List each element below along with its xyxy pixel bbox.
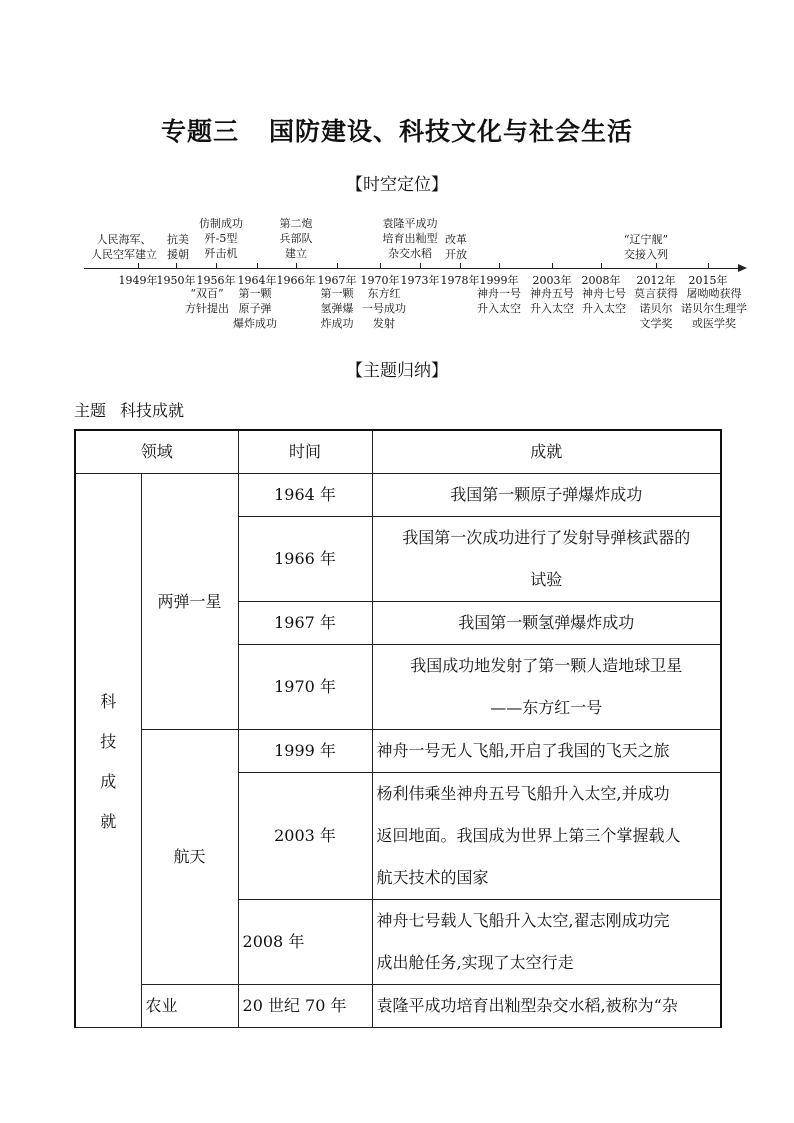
achievement-cell [372,645,721,730]
event-line: 援朝 [167,248,189,261]
timeline-event-below [582,286,626,316]
category-cell [75,474,141,1028]
event-line: 文学奖 [639,317,673,330]
time-cell: 1966 年 [238,517,372,602]
event-line: 改革 [445,233,467,246]
achievement-cell [372,730,721,773]
title-part1: 专题三 [160,117,239,146]
timeline-event-below [233,286,277,331]
achievement-cell [372,602,721,645]
theme-name: 科技成就 [120,401,185,420]
theme-heading [74,398,184,421]
event-line: 人民空军建立 [91,248,157,261]
timeline-event-above [280,216,313,261]
timeline-tick [460,263,461,269]
achievement-line: 杨利伟乘坐神舟五号飞船升入太空,并成功 [376,784,670,803]
timeline-year: 1978年 [440,274,480,287]
achievement-line: 神舟一号无人飞船,开启了我国的飞天之旅 [376,741,670,760]
header-achievement: 成就 [372,430,721,474]
time-cell: 1999 年 [238,730,372,773]
timeline-tick [257,263,258,269]
timeline-year: 1956年 [196,274,236,287]
timeline-event-below [681,286,747,331]
category-char: 技 [100,732,117,751]
event-line: “双百” [190,287,224,300]
event-line: 歼击机 [204,247,238,260]
event-line: 神舟一号 [477,287,521,300]
event-line: 兵部队 [279,232,313,245]
time-cell: 2003 年 [238,773,372,900]
time-cell: 1967 年 [238,602,372,645]
timeline-year: 2003年 [532,274,572,287]
table-header-row [75,430,721,474]
event-line: 交接入列 [624,248,668,261]
achievement-line: 我国成功地发射了第一颗人造地球卫星 [410,656,683,675]
group-cell: 航天 [141,730,238,985]
event-line: 爆炸成功 [233,317,277,330]
group-cell: 农业 [141,985,238,1028]
achievement-cell [372,517,721,602]
event-line: “辽宁舰” [623,233,669,246]
timeline-year: 1967年 [317,274,357,287]
event-line: 升入太空 [477,302,521,315]
timeline-year: 1964年 [237,274,277,287]
timeline-tick [499,263,500,269]
event-line: 歼-5型 [204,232,238,245]
achievement-line: 航天技术的国家 [376,868,489,887]
achievement-line: 神舟七号载人飞船升入太空,翟志刚成功完 [376,911,670,930]
timeline-tick [337,263,338,269]
timeline-event-below [362,286,406,331]
timeline-event-above [624,232,668,262]
timeline-year: 1973年 [400,274,440,287]
timeline-arrow [738,264,747,272]
timeline-tick [138,263,139,269]
timeline-event-above [445,232,467,262]
event-line: 建立 [285,247,307,260]
category-char: 成 [100,772,117,791]
timeline-tick [420,263,421,269]
achievement-line: 我国第一颗原子弹爆炸成功 [450,485,643,504]
event-line: 第二炮 [279,217,313,230]
event-line: 人民海军、 [96,233,152,246]
page-title [0,112,794,148]
achievement-line: 返回地面。我国成为世界上第三个掌握载人 [376,826,681,845]
achievement-cell [372,773,721,900]
timeline-year: 1966年 [276,274,316,287]
achievement-cell [372,900,721,985]
achievement-line: 试验 [530,570,563,589]
theme-label: 主题 [74,401,107,420]
timeline-tick [380,263,381,269]
event-line: 杂交水稻 [388,247,432,260]
event-line: 开放 [445,248,467,261]
achievement-line: 袁隆平成功培育出籼型杂交水稻,被称为“杂 [376,996,678,1015]
achievement-line: ——东方红一号 [490,698,603,717]
event-line: 原子弹 [238,302,272,315]
time-cell: 20 世纪 70 年 [238,985,372,1028]
event-line: 方针提出 [185,302,229,315]
timeline-year: 2015年 [688,274,728,287]
timeline-event-above [199,216,243,261]
table-row [75,474,721,517]
timeline-year: 2008年 [581,274,621,287]
timeline-axis [84,268,740,269]
achievement-line: 我国第一颗氢弹爆炸成功 [458,613,635,632]
title-part2: 国防建设、科技文化与社会生活 [269,117,634,146]
header-field: 领域 [75,430,238,474]
event-line: 屠呦呦获得 [686,287,742,300]
timeline-event-below [321,286,354,331]
event-line: 袁隆平成功 [382,217,438,230]
table-row [75,985,721,1028]
event-line: 抗美 [167,233,189,246]
event-line: 发射 [373,317,395,330]
time-cell: 2008 年 [238,900,372,985]
event-line: 莫言获得 [634,287,678,300]
event-line: 氢弹爆 [320,302,354,315]
event-line: 神舟五号 [530,287,574,300]
event-line: 或医学奖 [692,317,736,330]
achievement-line: 我国第一次成功进行了发射导弹核武器的 [402,528,691,547]
time-cell: 1970 年 [238,645,372,730]
timeline-tick [601,263,602,269]
timeline-tick [296,263,297,269]
time-cell: 1964 年 [238,474,372,517]
section-heading-summary: 【主题归纳】 [346,361,448,381]
timeline-year: 1999年 [479,274,519,287]
event-line: 炸成功 [320,317,354,330]
timeline-tick [656,263,657,269]
event-line: 东方红 [367,287,401,300]
achievement-cell [372,474,721,517]
header-time: 时间 [238,430,372,474]
event-line: 一号成功 [362,302,406,315]
timeline-event-below [634,286,678,331]
timeline-year: 2012年 [636,274,676,287]
timeline-event-below [530,286,574,316]
event-line: 第一颗 [238,287,272,300]
timeline-tick [176,263,177,269]
category-char: 科 [100,692,117,711]
achievement-cell [372,985,721,1028]
category-char: 就 [100,812,117,831]
timeline-event-above [383,216,438,261]
group-cell: 两弹一星 [141,474,238,730]
timeline-event-above [167,232,189,262]
event-line: 仿制成功 [199,217,243,230]
section-heading-timeline: 【时空定位】 [346,175,448,195]
timeline-tick [216,263,217,269]
timeline-year: 1970年 [360,274,400,287]
timeline-event-above [91,232,157,262]
event-line: 培育出籼型 [382,232,438,245]
event-line: 诺贝尔生理学 [681,302,747,315]
timeline-tick [708,263,709,269]
event-line: 升入太空 [530,302,574,315]
timeline-tick [552,263,553,269]
table-row [75,730,721,773]
event-line: 神舟七号 [582,287,626,300]
event-line: 诺贝尔 [639,302,673,315]
timeline-event-below [185,286,229,316]
event-line: 第一颗 [320,287,354,300]
achievement-line: 成出舱任务,实现了太空行走 [376,953,574,972]
event-line: 升入太空 [582,302,626,315]
timeline-event-below [477,286,521,316]
achievements-table [74,429,722,1028]
timeline-year: 1950年 [156,274,196,287]
timeline-year: 1949年 [118,274,158,287]
